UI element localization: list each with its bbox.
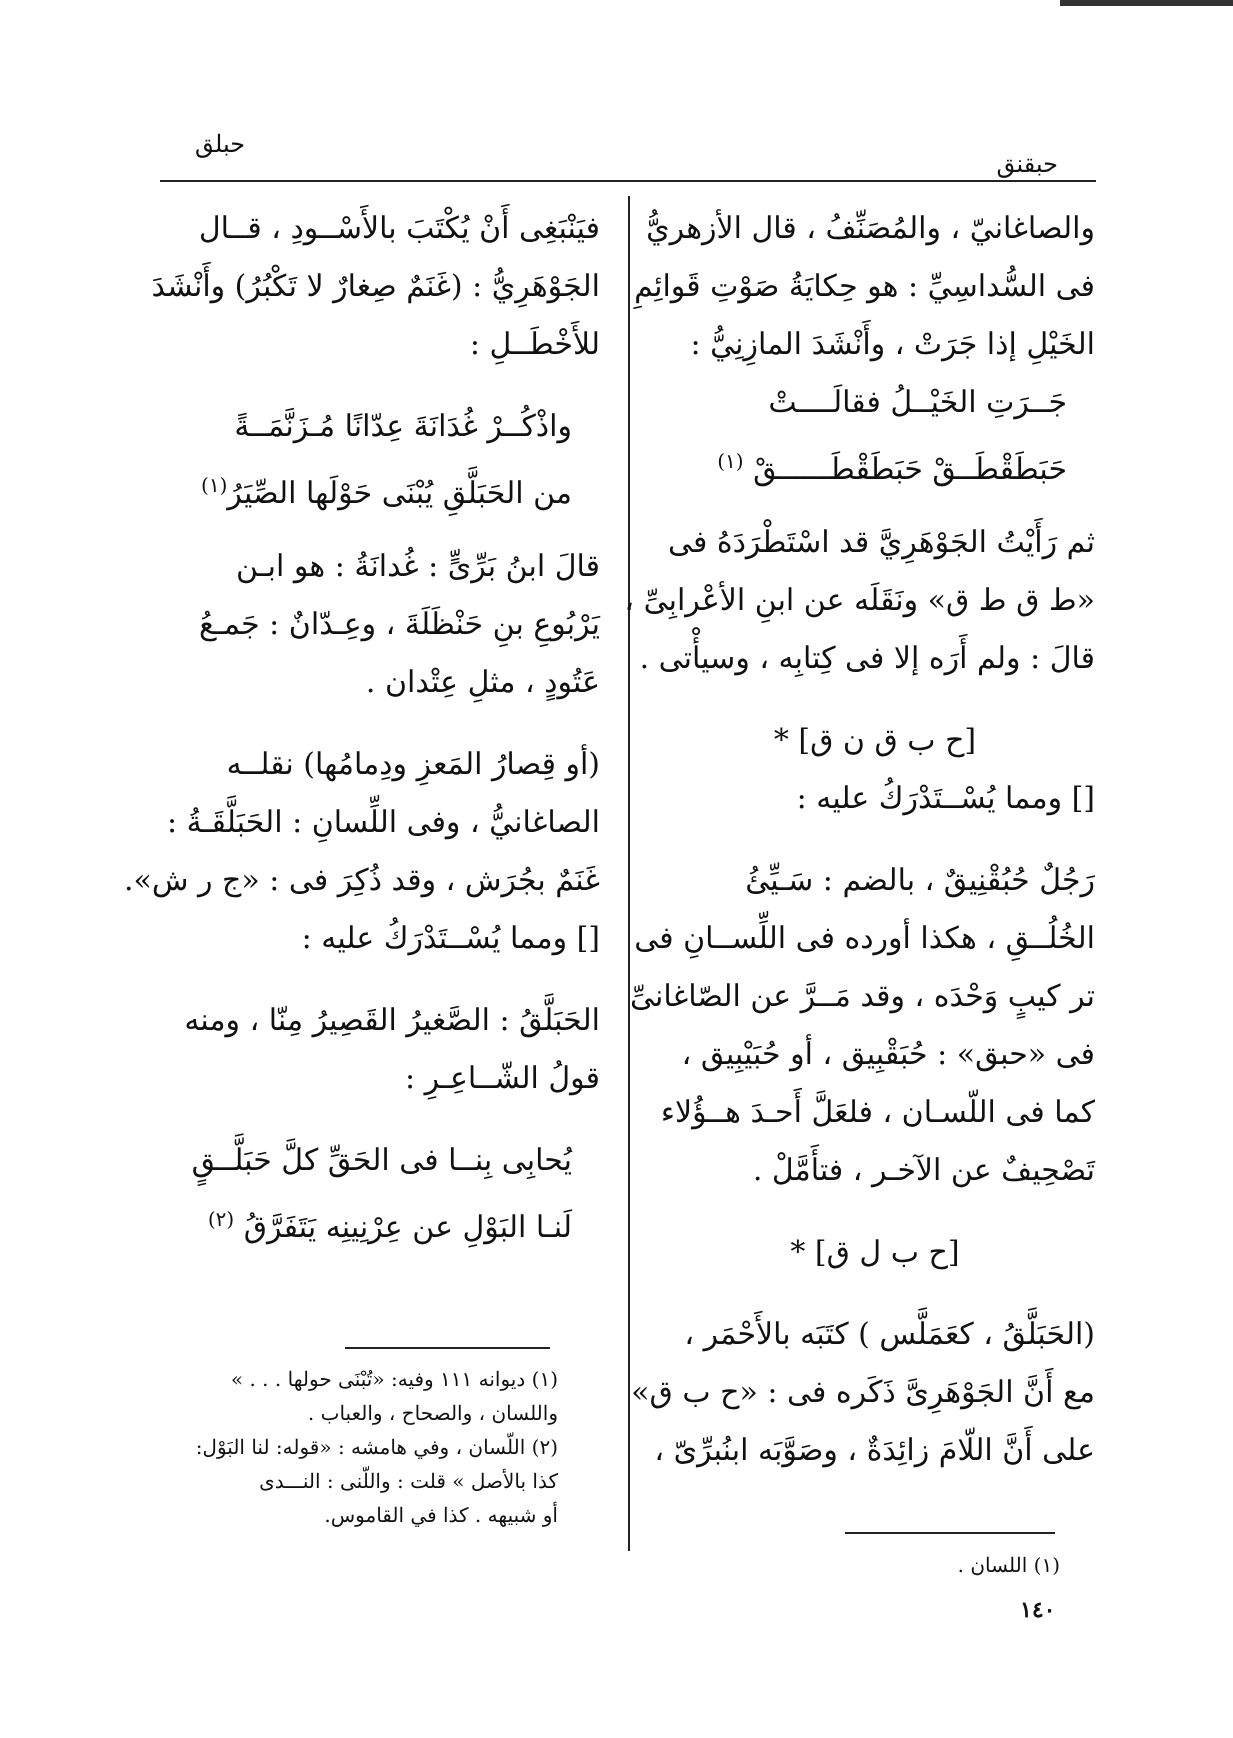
page-number: ١٤٠ [1020, 1597, 1056, 1623]
text-line: رَجُلٌ حُبُقْنِيقٌ ، بالضم : سَـيِّئُ [745, 863, 1095, 898]
poem-verse-with-note [655, 432, 1095, 490]
footnote-rule-right [845, 1532, 1055, 1534]
text-line: فى «حبق» : حُبَقْبِيق ، أو حُبَيْبِيق ، [681, 1037, 1095, 1072]
text-line: للأَخْطَــلِ : [469, 327, 600, 362]
entry-heading: [ح ب ق ن ق] * [773, 723, 977, 758]
text-line: «ط ق ط ق» ونَقَلَه عن ابنِ الأعْرابِىِّ ، [624, 583, 1095, 618]
poem-verse-text: لَنـا البَوْلِ عن عِرْنِينِه يَتَفَرَّقُ [243, 1210, 572, 1245]
text-line: الجَوْهَرِيُّ : (غَنَمٌ صِغارٌ لا تَكْبُرُ) وأَنْشَدَ [151, 269, 600, 304]
footnote-line: (١) ديوانه ١١١ وفيه: «تُبْنَى حولها . . . » [230, 1367, 558, 1391]
right-column [624, 200, 1095, 1480]
poem-verse-text: حَبَطَقْطَــقْ حَبَطَقْطَــــــقْ [753, 452, 1067, 487]
poem-verse-with-note [140, 456, 600, 514]
text-line: تر كيبٍ وَحْدَه ، وقد مَــرَّ عن الصّاغانىِّ [630, 979, 1095, 1014]
running-head-left: حبلق [195, 130, 246, 158]
footnotes-right [860, 1553, 1060, 1577]
text-line: الحَبَلَّقُ : الصَّغيرُ القَصِيرُ مِنّا ، ومنه [184, 1003, 600, 1038]
text-line: والصاغانيّ ، والمُصَنِّفُ ، قال الأزهريُّ [646, 211, 1095, 246]
text-line: [] ومما يُسْــتَدْرَكُ عليه : [796, 781, 1095, 816]
top-corner-rule [1060, 0, 1233, 6]
poem-verse-text: من الحَبَلَّقِ يُبْنَى حَوْلَها الصِّيَرُ [227, 476, 572, 511]
footnotes-left [118, 1362, 558, 1532]
footnote-line: واللسان ، والصحاح ، والعباب . [307, 1401, 558, 1425]
text-line: ثم رَأَيْتُ الجَوْهَرِيَّ قد اسْتَطْرَدَهُ فى [667, 525, 1095, 560]
text-line: مع أَنَّ الجَوْهَرِىَّ ذَكَره فى : «ح ب ق» [631, 1375, 1095, 1410]
poem-verse: جَــرَتِ الخَيْــلُ فقالَــــتْ [768, 385, 1067, 420]
footnote-line: كذا بالأصل » قلت : واللّنى : النـــدى [259, 1469, 558, 1493]
footnote-marker: (١) [717, 449, 744, 473]
text-line: الصاغانيُّ ، وفى اللِّسانِ : الحَبَلَّقَـةُ : [167, 805, 600, 840]
text-line: الخُلُــقِ ، هكذا أورده فى اللِّســانِ فى [634, 921, 1095, 956]
text-line: قالَ ابنُ بَرِّىٍّ : غُدانَةُ : هو ابـن [236, 549, 600, 584]
poem-verse: واذْكُــرْ غُدَانَةَ عِدّانًا مُـزَنَّمَــةً [234, 409, 572, 444]
text-line: (الحَبَلَّقُ ، كعَمَلَّس ) كتَبَه بالأَحْمَر ، [684, 1317, 1095, 1352]
text-line: كما فى اللّسـان ، فلعَلَّ أَحـدَ هــؤُلاء [660, 1095, 1095, 1130]
footnote-rule-left [345, 1347, 550, 1349]
footnote-marker: (٢) [207, 1207, 235, 1231]
column-divider [628, 196, 630, 1551]
footnote-line: (٢) اللّسان ، وفي هامشه : «قوله: لنا البَوْل: [195, 1435, 558, 1459]
poem-verse-with-note [140, 1190, 600, 1248]
text-line: قالَ : ولم أَرَه إلا فى كِتابِه ، وسيأْتى . [639, 641, 1095, 676]
footnote-marker: (١) [201, 473, 228, 497]
text-line: [] ومما يُسْــتَدْرَكُ عليه : [301, 921, 600, 956]
text-line: عَتُودٍ ، مثلِ عِتْدان . [365, 665, 600, 700]
footnote-line: أو شبيهه . كذا في القاموس. [324, 1503, 558, 1527]
left-column [123, 200, 600, 1248]
running-head-right: حبقنق [996, 150, 1058, 178]
text-line: تَصْحِيفٌ عن الآخـر ، فتأَمَّلْ . [752, 1153, 1095, 1188]
text-line: (أو قِصارُ المَعزِ ودِمامُها) نقلــه [226, 747, 600, 782]
poem-verse: يُحابِى بِنــا فى الحَقِّ كلَّ حَبَلَّــقٍ [191, 1143, 572, 1178]
text-line: الخَيْلِ إذا جَرَتْ ، وأَنْشَدَ المازِنِيُّ : [690, 327, 1095, 362]
entry-heading: [ح ب ل ق] * [790, 1235, 960, 1270]
header-rule [160, 180, 1096, 182]
text-line: على أَنَّ اللّامَ زائِدَةٌ ، وصَوَّبَه ابنُبرِّىّ ، [654, 1433, 1095, 1468]
text-line: غَنَمٌ بجُرَش ، وقد ذُكِرَ فى : «ج ر ش». [123, 863, 600, 898]
footnote-line: (١) اللسان . [957, 1553, 1060, 1577]
text-line: يَرْبُوعِ بنِ حَنْظَلَةَ ، وعِـدّانٌ : جَمـعُ [198, 607, 600, 642]
text-line: قولُ الشّــاعِـرِ : [404, 1061, 600, 1096]
text-line: فى السُّداسِيِّ : هو حِكايَةُ صَوْتِ قَوائِمِ [634, 269, 1095, 304]
text-line: فيَنْبَغِى أَنْ يُكْتَبَ بالأَسْــودِ ، قــال [198, 211, 600, 246]
